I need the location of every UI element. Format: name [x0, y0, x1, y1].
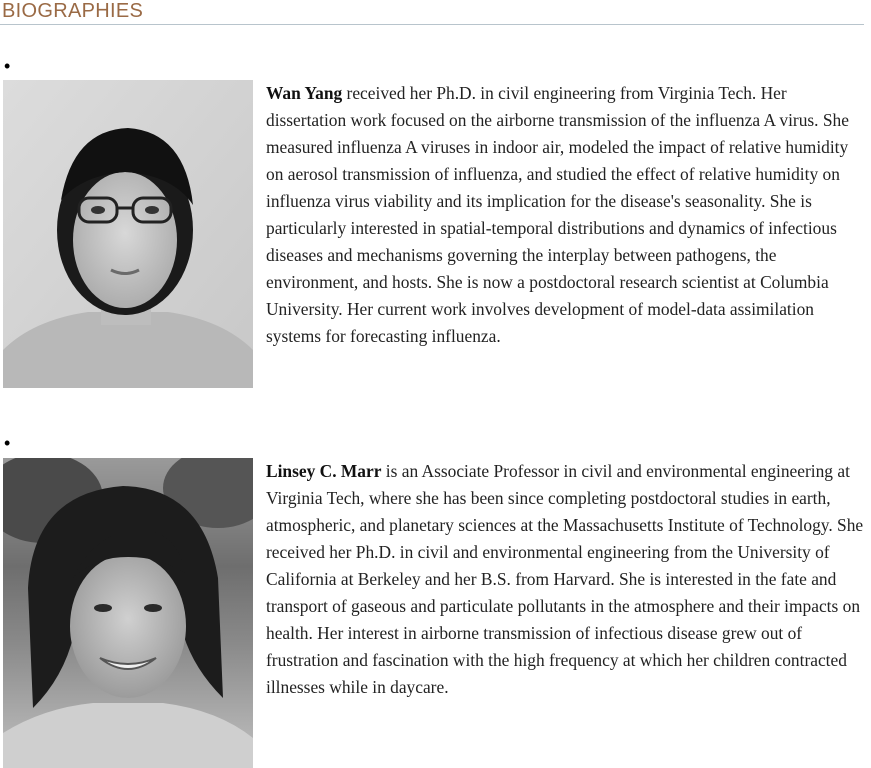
title-divider — [0, 24, 864, 25]
bio-bullet: • — [4, 56, 11, 76]
bio-text: is an Associate Professor in civil and environmental engineering at Virginia Tech, where she has been since completing postdoctoral studies in earth, atmospheric, and planetary sciences at the Massachusetts Institute of Technology. She received her Ph.D. in civil and environmental engineering from the University of California at Berkeley and her B.S. from Harvard. She is interested in the fate and transport of gaseous and particulate pollutants in the atmosphere and their impacts on health. Her interest in airborne transmission of infectious disease grew out of frustration and fascination with the high frequency at which her children contracted illnesses while in daycare. — [266, 461, 864, 697]
bio-wan-yang — [266, 80, 864, 350]
portrait-photo-linsey-marr — [3, 458, 253, 768]
bio-text: received her Ph.D. in civil engineering from Virginia Tech. Her dissertation work focused on the airborne transmission of the influenza A virus. She measured influenza A viruses in indoor air, modeled the impact of relative humidity on aerosol transmission of influenza, and studied the effect of relative humidity on influenza virus viability and its implication for the disease's seasonality. She is particularly interested in spatial-temporal distributions and dynamics of infectious diseases and mechanisms governing the interplay between pathogens, the environment, and hosts. She is now a postdoctoral research scientist at Columbia University. Her current work involves development of model-data assimilation systems for forecasting influenza. — [266, 83, 849, 346]
portrait-photo-wan-yang — [3, 80, 253, 388]
bio-name: Wan Yang — [266, 83, 343, 103]
bio-linsey-marr — [266, 458, 864, 701]
bio-bullet: • — [4, 433, 11, 453]
bio-name: Linsey C. Marr — [266, 461, 382, 481]
section-title: BIOGRAPHIES — [2, 0, 144, 22]
